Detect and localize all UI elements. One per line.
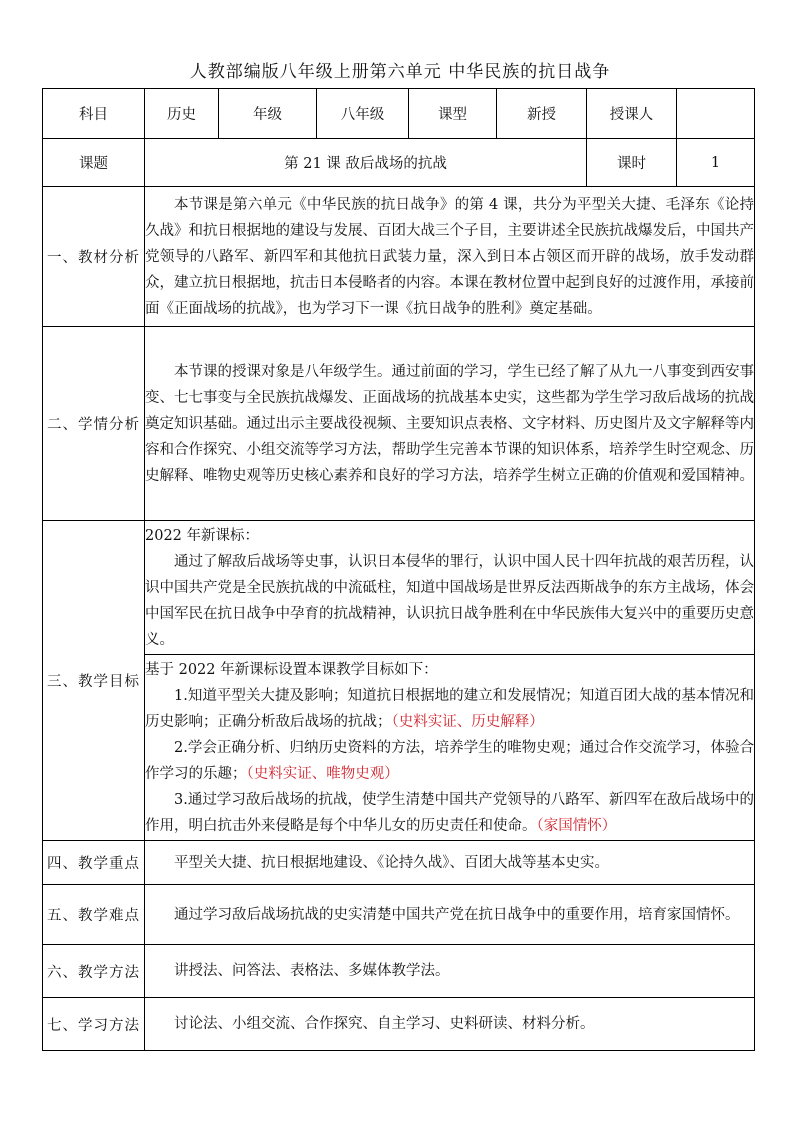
- teacher-label: 授课人: [587, 89, 677, 139]
- type-label: 课型: [409, 89, 497, 139]
- topic-label: 课题: [43, 139, 145, 187]
- topic-value: 第 21 课 敌后战场的抗战: [145, 139, 587, 187]
- period-value: 1: [677, 139, 755, 187]
- section-row: [43, 841, 755, 885]
- curriculum-standard-heading: 2022 年新课标：: [145, 527, 260, 544]
- literacy-tag: （史料实证、唯物史观）: [246, 765, 399, 782]
- header-row: [43, 89, 755, 139]
- section-row: [43, 327, 755, 521]
- period-label: 课时: [587, 139, 677, 187]
- section-row: [43, 885, 755, 945]
- lesson-plan-table: [42, 88, 755, 1051]
- goal-text: 2.学会正确分析、归纳历史资料的方法，培养学生的唯物史观；通过合作交流学习，体验合作学习的乐趣；: [145, 739, 754, 782]
- subject-label: 科目: [43, 89, 145, 139]
- type-value: 新授: [497, 89, 587, 139]
- goal-text: 3.通过学习敌后战场的抗战，使学生清楚中国共产党领导的八路军、新四军在敌后战场中的作用，明白抗击外来侵略是每个中华儿女的历史责任和使命。: [145, 791, 754, 834]
- textbook-analysis-text: 本节课是第六单元《中华民族的抗日战争》的第 4 课，共分为平型关大捷、毛泽东《论持久战》和抗日根据地的建设与发展、百团大战三个子目，主要讲述全民族抗战爆发后，中国共产党领导的八路军、新四军和其他抗日武装力量，深入到日本占领区而开辟的战场，放手发动群众，建立抗日根据地，抗击日本侵略者的内容。本课在教材位置中起到良好的过渡作用，承接前面《正面战场的抗战》，也为学习下一课《抗日战争的胜利》奠定基础。: [145, 187, 755, 327]
- section-row: [43, 998, 755, 1051]
- goal-item: [145, 787, 754, 839]
- teaching-goals-heading: 基于 2022 年新课标设置本课教学目标如下：: [145, 661, 438, 678]
- key-points-text: 平型关大捷、抗日根据地建设、《论持久战》、百团大战等基本史实。: [145, 841, 755, 885]
- section-row: [43, 945, 755, 998]
- section-label: 五、教学难点: [43, 885, 145, 945]
- subject-value: 历史: [145, 89, 219, 139]
- page-title: 人教部编版八年级上册第六单元 中华民族的抗日战争: [189, 62, 611, 82]
- grade-label: 年级: [219, 89, 317, 139]
- section-label: 一、教材分析: [43, 187, 145, 327]
- section-label: 六、教学方法: [43, 945, 145, 998]
- literacy-tag: （家国情怀）: [536, 817, 617, 834]
- section-row: [43, 655, 755, 841]
- section-label: 二、学情分析: [43, 327, 145, 521]
- section-label: 四、教学重点: [43, 841, 145, 885]
- student-analysis-text: 本节课的授课对象是八年级学生。通过前面的学习，学生已经了解了从九一八事变到西安事变、七七事变与全民族抗战爆发、正面战场的抗战基本史实，这些都为学生学习敌后战场的抗战奠定知识基础。通过出示主要战役视频、主要知识点表格、文字材料、历史图片及文字解释等内容和合作探究、小组交流等学习方法，帮助学生完善本节课的知识体系，培养学生时空观念、历史解释、唯物史观等历史核心素养和良好的学习方法，培养学生树立正确的价值观和爱国精神。: [145, 327, 755, 521]
- teacher-value: [677, 89, 755, 139]
- teaching-goals-cell: [145, 655, 755, 841]
- topic-row: [43, 139, 755, 187]
- teaching-methods-text: 讲授法、问答法、表格法、多媒体教学法。: [145, 945, 755, 998]
- section-row: [43, 187, 755, 327]
- section-row: [43, 521, 755, 655]
- curriculum-standard-text: 通过了解敌后战场等史事，认识日本侵华的罪行，认识中国人民十四年抗战的艰苦历程，认识中国共产党是全民族抗战的中流砥柱，知道中国战场是世界反法西斯战争的东方主战场，体会中国军民在抗日战争中孕育的抗战精神，认识抗日战争胜利在中华民族伟大复兴中的重要历史意义。: [145, 553, 754, 648]
- goal-item: [145, 735, 754, 787]
- grade-value: 八年级: [317, 89, 409, 139]
- goal-text: 1.知道平型关大捷及影响；知道抗日根据地的建立和发展情况；知道百团大战的基本情况和历史影响；正确分析敌后战场的抗战；: [145, 687, 754, 730]
- learning-methods-text: 讨论法、小组交流、合作探究、自主学习、史料研读、材料分析。: [145, 998, 755, 1051]
- section-label: 七、学习方法: [43, 998, 145, 1051]
- goal-item: [145, 683, 754, 735]
- curriculum-standard-cell: [145, 521, 755, 655]
- section-label: 三、教学目标: [43, 521, 145, 841]
- literacy-tag: （史料实证、历史解释）: [391, 713, 544, 730]
- difficult-points-text: 通过学习敌后战场抗战的史实清楚中国共产党在抗日战争中的重要作用，培育家国情怀。: [145, 885, 755, 945]
